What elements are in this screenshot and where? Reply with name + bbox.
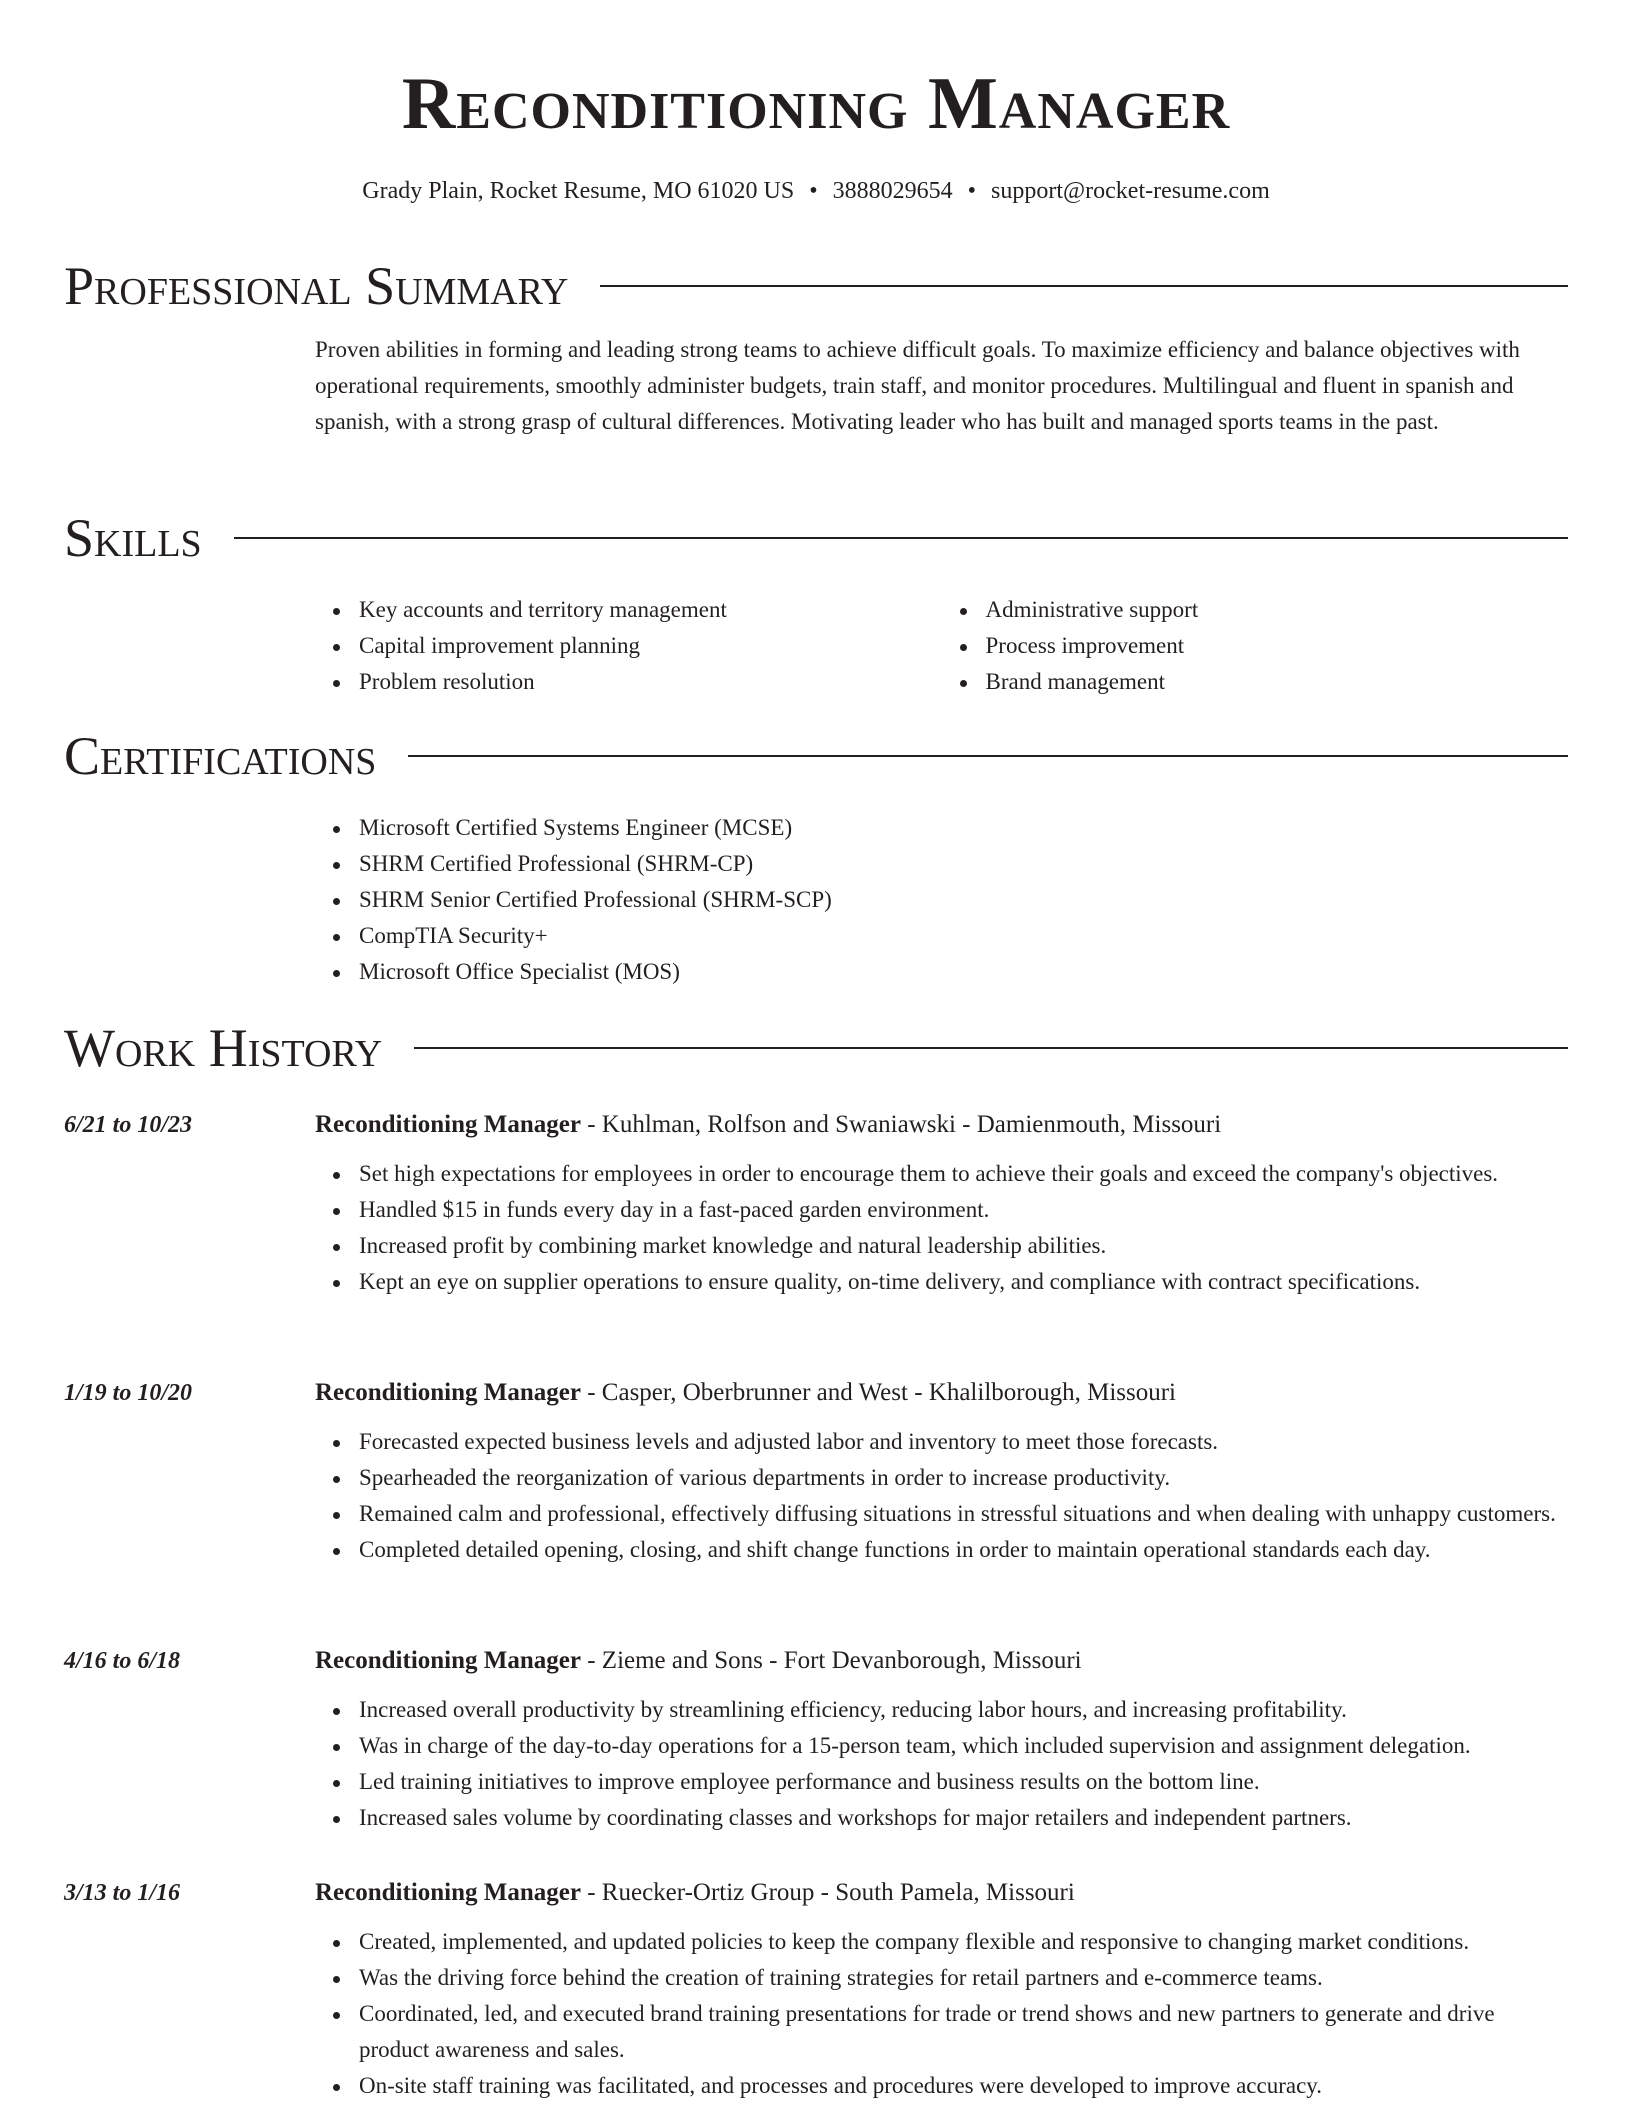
section-header xyxy=(64,256,1568,316)
job-details: - Casper, Oberbrunner and West - Khalilborough, Missouri xyxy=(580,1379,1176,1406)
skill-item: Problem resolution xyxy=(359,664,942,700)
certification-item: Microsoft Certified Systems Engineer (MCSE) xyxy=(359,810,1568,846)
contact-separator: • xyxy=(809,178,818,204)
job-details: - Kuhlman, Rolfson and Swaniawski - Damienmouth, Missouri xyxy=(580,1111,1222,1138)
job-title: Reconditioning Manager xyxy=(315,1879,581,1906)
section-title: Certifications xyxy=(64,726,377,786)
job-details: - Ruecker-Ortiz Group - South Pamela, Missouri xyxy=(580,1879,1075,1906)
job-bullets-wrapper xyxy=(315,1692,1568,1836)
section-title: Skills xyxy=(64,508,202,568)
certification-item: Microsoft Office Specialist (MOS) xyxy=(359,954,1568,990)
job-bullet: Increased profit by combining market knowledge and natural leadership abilities. xyxy=(359,1228,1568,1264)
job-bullet: Completed detailed opening, closing, and shift change functions in order to maintain operational standards each day. xyxy=(359,1532,1568,1568)
certifications-list-wrapper xyxy=(315,810,1568,990)
job-entry xyxy=(64,1644,1568,1836)
job-title: Reconditioning Manager xyxy=(315,1379,581,1406)
section-header xyxy=(64,1018,1568,1078)
certification-item: CompTIA Security+ xyxy=(359,918,1568,954)
job-header xyxy=(64,1644,1568,1678)
skill-item: Administrative support xyxy=(986,592,1569,628)
job-entry xyxy=(64,1376,1568,1568)
job-dates: 4/16 to 6/18 xyxy=(64,1648,181,1674)
contact-address: Grady Plain, Rocket Resume, MO 61020 US xyxy=(362,178,795,204)
job-bullets xyxy=(315,1156,1568,1300)
contact-phone: 3888029654 xyxy=(832,178,953,204)
job-bullet: Was in charge of the day-to-day operations for a 15-person team, which included supervision and assignment delegation. xyxy=(359,1728,1568,1764)
section-work-history xyxy=(64,1018,1568,1078)
job-bullet: Increased overall productivity by streamlining efficiency, reducing labor hours, and increasing profitability. xyxy=(359,1692,1568,1728)
section-divider xyxy=(234,537,1568,539)
skill-item: Capital improvement planning xyxy=(359,628,942,664)
section-skills xyxy=(64,508,1568,700)
job-bullet: Forecasted expected business levels and adjusted labor and inventory to meet those forecasts. xyxy=(359,1424,1568,1460)
section-title: Professional Summary xyxy=(64,256,569,316)
skill-item: Key accounts and territory management xyxy=(359,592,942,628)
job-heading xyxy=(315,1108,1221,1142)
section-header xyxy=(64,508,1568,568)
job-bullet: Kept an eye on supplier operations to ensure quality, on-time delivery, and compliance with contract specifications. xyxy=(359,1264,1568,1300)
candidate-name: Reconditioning Manager xyxy=(401,63,1231,145)
summary-text: Proven abilities in forming and leading strong teams to achieve difficult goals. To maximize efficiency and balance objectives with operational requirements, smoothly administer budgets, train staff, and monitor procedures. Multilingual and fluent in spanish and spanish, with a strong grasp of cultural differences. Motivating leader who has built and managed sports teams in the past. xyxy=(315,337,1520,434)
section-divider xyxy=(408,755,1568,757)
job-bullet: On-site staff training was facilitated, and processes and procedures were developed to improve accuracy. xyxy=(359,2068,1568,2104)
job-bullet: Remained calm and professional, effectively diffusing situations in stressful situations and when dealing with unhappy customers. xyxy=(359,1496,1568,1532)
job-dates: 3/13 to 1/16 xyxy=(64,1880,181,1906)
resume-page xyxy=(64,0,1568,2098)
job-bullet: Was the driving force behind the creation of training strategies for retail partners and e-commerce teams. xyxy=(359,1960,1568,1996)
job-bullet: Increased sales volume by coordinating classes and workshops for major retailers and independent partners. xyxy=(359,1800,1568,1836)
certification-item: SHRM Senior Certified Professional (SHRM-SCP) xyxy=(359,882,1568,918)
job-bullet: Set high expectations for employees in order to encourage them to achieve their goals and exceed the company's objectives. xyxy=(359,1156,1568,1192)
skills-column-right xyxy=(942,592,1569,700)
skill-item: Process improvement xyxy=(986,628,1569,664)
job-header xyxy=(64,1108,1568,1142)
job-bullet: Spearheaded the reorganization of various departments in order to increase productivity. xyxy=(359,1460,1568,1496)
job-bullets-wrapper xyxy=(315,1424,1568,1568)
job-title: Reconditioning Manager xyxy=(315,1111,581,1138)
skills-grid xyxy=(315,592,1568,700)
job-bullet: Created, implemented, and updated policies to keep the company flexible and responsive to changing market conditions. xyxy=(359,1924,1568,1960)
job-bullet: Led training initiatives to improve employee performance and business results on the bottom line. xyxy=(359,1764,1568,1800)
section-title: Work History xyxy=(64,1018,383,1078)
contact-email: support@rocket-resume.com xyxy=(991,178,1270,204)
job-entry xyxy=(64,1108,1568,1300)
job-dates: 6/21 to 10/23 xyxy=(64,1112,193,1138)
job-bullets xyxy=(315,1924,1568,2104)
contact-line xyxy=(64,176,1568,206)
certification-item: SHRM Certified Professional (SHRM-CP) xyxy=(359,846,1568,882)
contact-separator: • xyxy=(967,178,977,204)
job-bullets xyxy=(315,1424,1568,1568)
job-heading xyxy=(315,1644,1082,1678)
job-heading xyxy=(315,1376,1176,1410)
section-divider xyxy=(600,285,1568,287)
job-heading xyxy=(315,1876,1075,1910)
job-dates: 1/19 to 10/20 xyxy=(64,1380,193,1406)
certifications-list xyxy=(315,810,1568,990)
section-header xyxy=(64,726,1568,786)
job-title: Reconditioning Manager xyxy=(315,1647,581,1674)
job-bullet: Handled $15 in funds every day in a fast-paced garden environment. xyxy=(359,1192,1568,1228)
section-certifications xyxy=(64,726,1568,990)
section-professional-summary xyxy=(64,256,1568,463)
job-entry xyxy=(64,1876,1568,2104)
job-details: - Zieme and Sons - Fort Devanborough, Missouri xyxy=(580,1647,1082,1674)
job-bullets xyxy=(315,1692,1568,1836)
job-bullet: Coordinated, led, and executed brand training presentations for trade or trend shows and new partners to generate and drive product awareness and sales. xyxy=(359,1996,1568,2068)
skill-item: Brand management xyxy=(986,664,1569,700)
job-bullets-wrapper xyxy=(315,1924,1568,2104)
section-divider xyxy=(414,1047,1568,1049)
skills-column-left xyxy=(315,592,942,700)
job-bullets-wrapper xyxy=(315,1156,1568,1300)
job-header xyxy=(64,1376,1568,1410)
job-header xyxy=(64,1876,1568,1910)
